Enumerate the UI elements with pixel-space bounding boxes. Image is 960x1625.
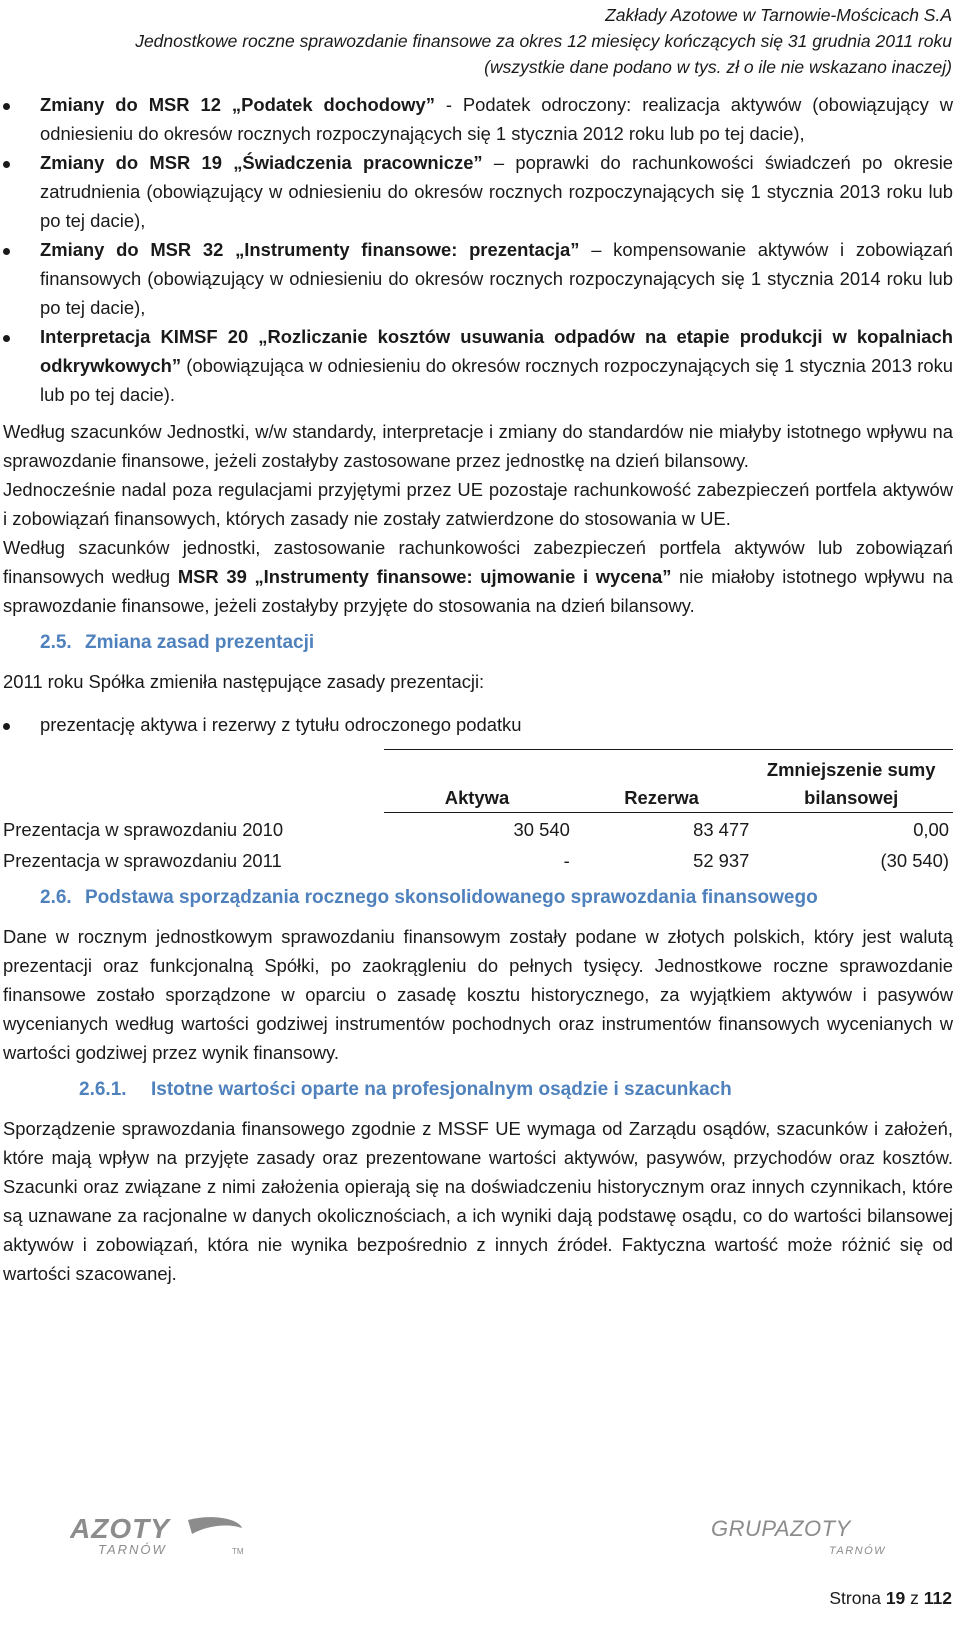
list-item-text: prezentację aktywa i rezerwy z tytułu odroczonego podatku: [40, 714, 522, 735]
section-number: 2.6.1.: [79, 1079, 127, 1100]
table-row: [3, 844, 953, 875]
table-cell: -: [563, 850, 570, 871]
table-header-aktywa: Aktywa: [384, 750, 574, 813]
paragraph-hedge-accounting: Jednocześnie nadal poza regulacjami przyjętymi przez UE pozostaje rachunkowość zabezpieczeń portfela aktywów i zobowiązań finansowych, których zasady nie zostały zatwierdzone do stosowania w UE.: [3, 479, 953, 529]
bullet-icon: [3, 161, 10, 168]
section-heading-2-5: [3, 628, 953, 657]
paragraph-judgements: Sporządzenie sprawozdania finansowego zgodnie z MSSF UE wymaga od Zarządu osądów, szacunków i założeń, które mają wpływ na przyjęte zasady oraz prezentowane wartości aktywów, pasywów, przychodów oraz kosztów. Szacunki oraz związane z nimi założenia opierają się na doświadczeniu historycznym oraz innych czynnikach, które są uznawane za racjonalne w danych okolicznościach, a ich wyniki dają podstawę osądu, co do wartości bilansowej aktywów i zobowiązań, która nie wynika bezpośrednio z innych źródeł. Faktyczna wartość może różnić się od wartości szacowanej.: [3, 1118, 953, 1284]
table-cell: (30 540): [880, 850, 949, 871]
table-header-cell: [3, 750, 384, 813]
paragraph-bold: MSR 39 „Instrumenty finansowe: ujmowanie i wycena”: [177, 566, 672, 587]
logo-tm-mark: TM: [232, 1547, 244, 1556]
page-separator: z: [905, 1588, 924, 1608]
page-header: [135, 2, 952, 80]
paragraph-text: Według szacunków jednostki, zastosowanie rachunkowości zabezpieczeń portfela aktywów lub zobowiązań finansowych według: [3, 537, 953, 587]
presentation-list: [3, 710, 953, 739]
list-item-text: – poprawki do rachunkowości świadczeń po okresie zatrudnienia (obowiązujący w odniesieniu do okresów rocznych rozpoczynających się 1 stycznia 2013 roku lub po tej dacie),: [40, 152, 954, 231]
section-title: Podstawa sporządzania rocznego skonsolidowanego sprawozdania finansowego: [85, 887, 818, 908]
bullet-icon: [3, 723, 10, 730]
page-number: 19: [885, 1588, 906, 1608]
table-header-zmniejszenie: Zmniejszenie sumy bilansowej: [753, 750, 953, 813]
table-header-row: [3, 750, 953, 813]
list-item-text: (obowiązująca w odniesieniu do okresów rocznych rozpoczynających się 1 stycznia 2013 roku lub po tej dacie).: [40, 355, 953, 405]
bullet-icon: [3, 335, 10, 342]
standards-list: [3, 90, 953, 409]
logo-sub-text: TARNÓW: [829, 1545, 887, 1557]
section-title: Zmiana zasad prezentacji: [85, 632, 315, 653]
paragraph-basis: Dane w rocznym jednostkowym sprawozdaniu finansowym zostały podane w złotych polskich, który jest walutą prezentacji oraz funkcjonalną Spółki, po zaokrągleniu do pełnych tysięcy. Jednostkowe roczne sprawozdanie finansowe zostało sporządzone w oparciu o zasadę kosztu historycznego, za wyjątkiem aktywów i pasywów wycenianych według wartości godziwej instrumentów pochodnych oraz instrumentów finansowych wycenianych w wartości godziwej przez wynik finansowy.: [3, 926, 953, 1063]
paragraph-msr39: [3, 533, 953, 620]
list-item: [3, 235, 953, 322]
list-item-bold: Zmiany do MSR 32 „Instrumenty finansowe: prezentacja”: [40, 239, 580, 260]
list-item-bold: Zmiany do MSR 19 „Świadczenia pracownicze”: [40, 152, 483, 173]
table-cell: Prezentacja w sprawozdaniu 2010: [3, 819, 284, 840]
section-number: 2.5.: [40, 632, 72, 653]
section-title: Istotne wartości oparte na profesjonalnym osądzie i szacunkach: [151, 1079, 732, 1100]
table-header-rezerwa: Rezerwa: [574, 750, 754, 813]
list-item-text: - Podatek odroczony: realizacja aktywów (obowiązujący w odniesieniu do okresów rocznych rozpoczynających się 1 stycznia 2012 roku lub po tej dacie),: [40, 94, 953, 144]
page-footer: [829, 1585, 952, 1611]
bullet-icon: [3, 248, 10, 255]
section-heading-2-6-1: [3, 1075, 953, 1104]
section-number: 2.6.: [40, 887, 72, 908]
bullet-icon: [3, 103, 10, 110]
table-row: [3, 813, 953, 845]
paragraph-presentation-changes: 2011 roku Spółka zmieniła następujące zasady prezentacji:: [3, 671, 485, 692]
table-cell: 0,00: [913, 819, 949, 840]
paragraph-text: nie miałoby istotnego wpływu na sprawozdanie finansowe, jeżeli zostałyby przyjęte do stosowania na dzień bilansowy.: [3, 566, 954, 616]
table-cell: Prezentacja w sprawozdaniu 2011: [3, 850, 282, 871]
table-cell: 30 540: [513, 819, 570, 840]
list-item-text: – kompensowanie aktywów i zobowiązań finansowych (obowiązujący w odniesieniu do okresów rocznych rozpoczynających się 1 stycznia 2014 roku lub po tej dacie),: [40, 239, 953, 318]
logo-main-text: AZOTY: [70, 1513, 170, 1544]
logo-sub-text: TARNÓW: [98, 1542, 167, 1557]
header-report-title: Jednostkowe roczne sprawozdanie finansowe za okres 12 miesięcy kończących się 31 grudnia 2011 roku: [135, 31, 952, 51]
page-total: 112: [923, 1588, 952, 1608]
logo-main-text: GRUPAZOTY: [711, 1516, 851, 1541]
header-note: (wszystkie dane podano w tys. zł o ile nie wskazano inaczej): [484, 57, 952, 77]
presentation-table: [3, 749, 953, 875]
list-item: [3, 90, 953, 148]
list-item-bold: Interpretacja KIMSF 20 „Rozliczanie kosztów usuwania odpadów na etapie produkcji w kopalniach odkrywkowych”: [40, 326, 953, 376]
list-item: [3, 148, 953, 235]
page-label: Strona: [829, 1588, 886, 1608]
grupa-azoty-logo: [705, 1510, 895, 1560]
paragraph-estimates: Według szacunków Jednostki, w/w standardy, interpretacje i zmiany do standardów nie miałyby istotnego wpływu na sprawozdanie finansowe, jeżeli zostałyby zastosowane przez jednostkę na dzień bilansowy.: [3, 421, 953, 471]
spacer: [3, 409, 953, 417]
page-content: [3, 90, 953, 1288]
table-cell: 52 937: [693, 850, 750, 871]
table-cell: 83 477: [693, 819, 750, 840]
header-company: Zakłady Azotowe w Tarnowie-Mościcach S.A: [605, 5, 952, 25]
list-item: [3, 322, 953, 409]
logo-swoosh-icon: [188, 1517, 242, 1534]
list-item: [3, 710, 953, 739]
section-heading-2-6: [3, 883, 953, 912]
azoty-tarnow-logo: [70, 1510, 250, 1560]
list-item-bold: Zmiany do MSR 12 „Podatek dochodowy”: [40, 94, 435, 115]
